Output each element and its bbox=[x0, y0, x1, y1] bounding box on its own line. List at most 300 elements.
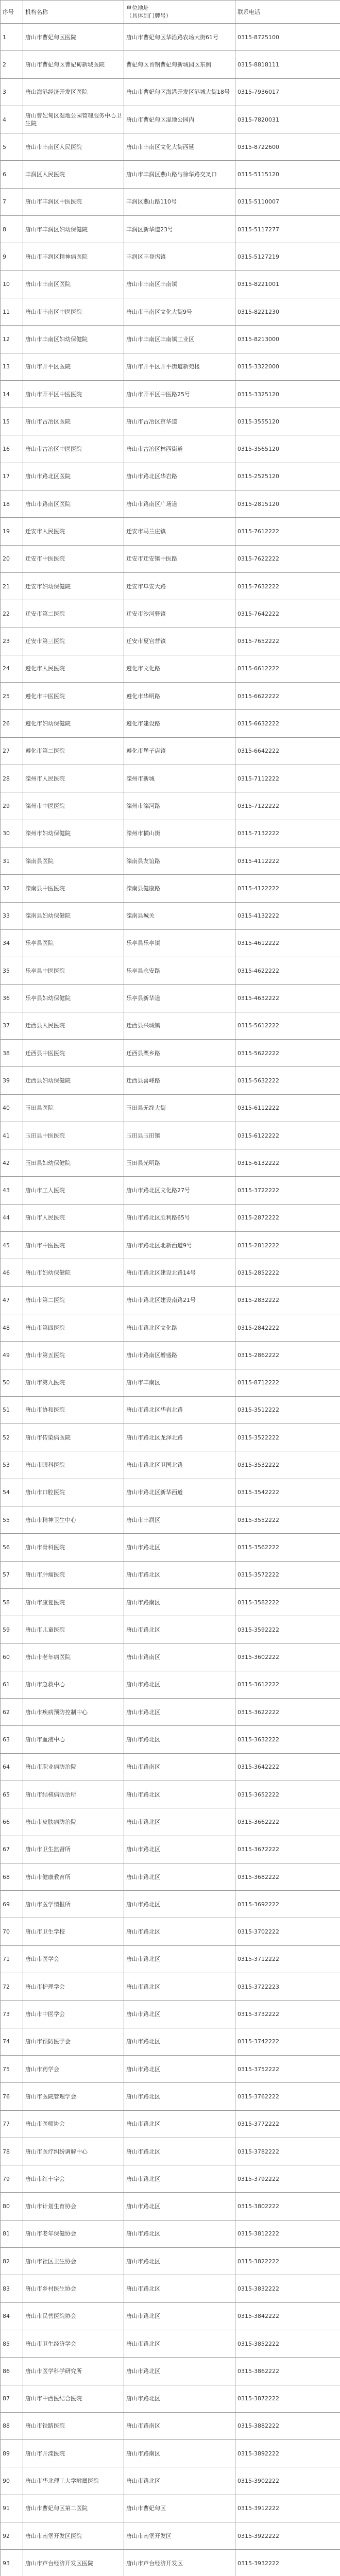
row-index: 23 bbox=[1, 628, 23, 655]
row-name: 唐山市健康教育所 bbox=[23, 1863, 124, 1890]
row-phone: 0315-3842222 bbox=[235, 2302, 340, 2330]
row-index: 11 bbox=[1, 298, 23, 325]
row-phone: 0315-8221230 bbox=[235, 298, 340, 325]
row-name: 唐山市骨科医院 bbox=[23, 1534, 124, 1561]
row-name: 唐山市协和医院 bbox=[23, 1396, 124, 1423]
row-index: 33 bbox=[1, 902, 23, 929]
row-name: 唐山市芦台经济开发区医院 bbox=[23, 2550, 124, 2576]
row-name: 唐山市传染病医院 bbox=[23, 1424, 124, 1451]
row-phone: 0315-3522222 bbox=[235, 1424, 340, 1451]
table-row bbox=[1, 353, 340, 380]
row-name: 唐山市丰润区妇幼保健院 bbox=[23, 216, 124, 243]
row-address: 滦南县友谊路 bbox=[124, 847, 235, 874]
row-name: 唐山市南堡开发区医院 bbox=[23, 2522, 124, 2550]
table-row bbox=[1, 737, 340, 765]
table-row bbox=[1, 655, 340, 682]
row-address: 唐山市路北区 bbox=[124, 2385, 235, 2412]
table-row bbox=[1, 1177, 340, 1204]
row-index: 53 bbox=[1, 1451, 23, 1479]
row-phone: 0315-6622222 bbox=[235, 683, 340, 710]
row-address: 曹妃甸区首钢曹妃甸新城园区东侧 bbox=[124, 51, 235, 78]
row-phone: 0315-3802222 bbox=[235, 2193, 340, 2220]
table-row bbox=[1, 1204, 340, 1231]
row-name: 唐山市结核病防治所 bbox=[23, 1781, 124, 1808]
table-row bbox=[1, 51, 340, 78]
row-name: 玉田县医院 bbox=[23, 1094, 124, 1122]
row-name: 遵化市中医医院 bbox=[23, 683, 124, 710]
table-row bbox=[1, 1561, 340, 1588]
table-row bbox=[1, 1726, 340, 1753]
row-phone: 0315-4112222 bbox=[235, 847, 340, 874]
row-phone: 0315-3862222 bbox=[235, 2358, 340, 2385]
row-address: 滦州市新城 bbox=[124, 765, 235, 792]
row-address: 迁安市阜安大路 bbox=[124, 572, 235, 600]
row-index: 48 bbox=[1, 1314, 23, 1341]
table-row bbox=[1, 545, 340, 572]
row-address: 唐山市路北区 bbox=[124, 2083, 235, 2110]
table-row bbox=[1, 2275, 340, 2302]
row-phone: 0315-3632222 bbox=[235, 1726, 340, 1753]
row-name: 唐山市肿瘤医院 bbox=[23, 1561, 124, 1588]
row-address: 唐山市路北区卫国北路 bbox=[124, 1451, 235, 1479]
row-address: 遵化市文化路 bbox=[124, 655, 235, 682]
header-phone: 联系电话 bbox=[235, 1, 340, 24]
table-row bbox=[1, 133, 340, 161]
row-name: 唐山市乡村医生协会 bbox=[23, 2275, 124, 2302]
row-address: 唐山市路北区 bbox=[124, 1836, 235, 1863]
row-index: 5 bbox=[1, 133, 23, 161]
table-row bbox=[1, 1149, 340, 1177]
row-phone: 0315-3712222 bbox=[235, 1945, 340, 1973]
table-row bbox=[1, 1808, 340, 1836]
row-index: 6 bbox=[1, 161, 23, 188]
row-index: 10 bbox=[1, 270, 23, 298]
row-phone: 0315-2832222 bbox=[235, 1286, 340, 1314]
row-name: 迁西县中医医院 bbox=[23, 1039, 124, 1066]
row-phone: 0315-3912222 bbox=[235, 2495, 340, 2522]
row-address: 唐山市曹妃甸区湿地公园内 bbox=[124, 106, 235, 133]
table-row bbox=[1, 1781, 340, 1808]
table-row bbox=[1, 270, 340, 298]
row-phone: 0315-2842222 bbox=[235, 1314, 340, 1341]
row-address: 唐山市路北区 bbox=[124, 1973, 235, 2001]
row-address: 唐山市路南区 bbox=[124, 1643, 235, 1671]
row-address: 滦州市滦河路 bbox=[124, 792, 235, 820]
row-address: 唐山市路南区 bbox=[124, 2440, 235, 2467]
row-address: 玉田县光明路 bbox=[124, 1149, 235, 1177]
row-name: 唐山市康复医院 bbox=[23, 1588, 124, 1616]
row-phone: 0315-6612222 bbox=[235, 655, 340, 682]
table-body bbox=[1, 24, 340, 2576]
row-phone: 0315-7652222 bbox=[235, 628, 340, 655]
row-phone: 0315-3832222 bbox=[235, 2275, 340, 2302]
table-row bbox=[1, 2522, 340, 2550]
row-index: 72 bbox=[1, 1973, 23, 2001]
row-index: 57 bbox=[1, 1561, 23, 1588]
table-row bbox=[1, 435, 340, 463]
table-row bbox=[1, 875, 340, 902]
row-index: 45 bbox=[1, 1232, 23, 1259]
row-name: 乐亭县中医医院 bbox=[23, 957, 124, 985]
row-phone: 0315-3552222 bbox=[235, 1506, 340, 1534]
row-address: 唐山市路北区 bbox=[124, 1726, 235, 1753]
table-row bbox=[1, 2220, 340, 2247]
row-index: 20 bbox=[1, 545, 23, 572]
table-row bbox=[1, 2001, 340, 2028]
row-index: 58 bbox=[1, 1588, 23, 1616]
row-index: 15 bbox=[1, 408, 23, 435]
row-index: 71 bbox=[1, 1945, 23, 1973]
row-index: 34 bbox=[1, 929, 23, 957]
row-phone: 0315-8213000 bbox=[235, 326, 340, 353]
row-address: 滦南县城关 bbox=[124, 902, 235, 929]
table-row bbox=[1, 463, 340, 490]
row-index: 14 bbox=[1, 380, 23, 408]
row-address: 唐山市路北区 bbox=[124, 2028, 235, 2055]
row-phone: 0315-6112222 bbox=[235, 1094, 340, 1122]
row-address: 唐山市路北区 bbox=[124, 1808, 235, 1836]
table-row bbox=[1, 2412, 340, 2439]
row-phone: 0315-4612222 bbox=[235, 929, 340, 957]
row-address: 遵化市堡子店镇 bbox=[124, 737, 235, 765]
row-address: 唐山市丰南区丰南镇工业区 bbox=[124, 326, 235, 353]
table-row bbox=[1, 1424, 340, 1451]
row-name: 唐山市医学会 bbox=[23, 1945, 124, 1973]
row-index: 88 bbox=[1, 2412, 23, 2439]
row-phone: 0315-3772222 bbox=[235, 2110, 340, 2138]
row-phone: 0315-3662222 bbox=[235, 1808, 340, 1836]
table-row bbox=[1, 1699, 340, 1726]
row-index: 32 bbox=[1, 875, 23, 902]
row-name: 唐山市疾病预防控制中心 bbox=[23, 1699, 124, 1726]
row-index: 56 bbox=[1, 1534, 23, 1561]
table-row bbox=[1, 1122, 340, 1149]
row-phone: 0315-7642222 bbox=[235, 600, 340, 628]
table-row bbox=[1, 985, 340, 1012]
row-name: 唐山市曹妃甸区医院 bbox=[23, 24, 124, 51]
row-index: 35 bbox=[1, 957, 23, 985]
row-name: 唐山市丰南区妇幼保健院 bbox=[23, 326, 124, 353]
table-row bbox=[1, 24, 340, 51]
row-index: 89 bbox=[1, 2440, 23, 2467]
row-phone: 0315-8722600 bbox=[235, 133, 340, 161]
row-name: 滦州市中医医院 bbox=[23, 792, 124, 820]
row-phone: 0315-7132222 bbox=[235, 820, 340, 847]
row-phone: 0315-3572222 bbox=[235, 1561, 340, 1588]
row-name: 唐山市华北理工大学附属医院 bbox=[23, 2467, 124, 2495]
row-index: 21 bbox=[1, 572, 23, 600]
row-index: 28 bbox=[1, 765, 23, 792]
table-row bbox=[1, 765, 340, 792]
row-name: 迁安市人民医院 bbox=[23, 518, 124, 545]
row-index: 82 bbox=[1, 2248, 23, 2275]
table-row bbox=[1, 2302, 340, 2330]
row-index: 4 bbox=[1, 106, 23, 133]
row-phone: 0315-3582222 bbox=[235, 1588, 340, 1616]
row-address: 唐山市路北区 bbox=[124, 1781, 235, 1808]
row-name: 唐山市社区卫生协会 bbox=[23, 2248, 124, 2275]
row-address: 唐山市路北区胜利路65号 bbox=[124, 1204, 235, 1231]
row-name: 迁安市妇幼保健院 bbox=[23, 572, 124, 600]
row-name: 迁安市第二医院 bbox=[23, 600, 124, 628]
row-index: 92 bbox=[1, 2522, 23, 2550]
row-address: 迁安市沙河驿镇 bbox=[124, 600, 235, 628]
table-row bbox=[1, 518, 340, 545]
table-row bbox=[1, 490, 340, 518]
row-name: 唐山市计划生育协会 bbox=[23, 2193, 124, 2220]
table-row bbox=[1, 2165, 340, 2193]
row-name: 乐亭县妇幼保健院 bbox=[23, 985, 124, 1012]
row-phone: 0315-3532222 bbox=[235, 1451, 340, 1479]
row-phone: 0315-5127219 bbox=[235, 243, 340, 270]
row-name: 唐山市预防医学会 bbox=[23, 2028, 124, 2055]
row-index: 61 bbox=[1, 1671, 23, 1698]
row-index: 52 bbox=[1, 1424, 23, 1451]
row-phone: 0315-3792222 bbox=[235, 2165, 340, 2193]
row-name: 滦州市人民医院 bbox=[23, 765, 124, 792]
row-address: 唐山市路北区 bbox=[124, 2358, 235, 2385]
row-name: 唐山市口腔医院 bbox=[23, 1479, 124, 1506]
row-address: 唐山市路北区龙泽北路 bbox=[124, 1424, 235, 1451]
row-address: 遵化市建设路 bbox=[124, 710, 235, 737]
row-address: 唐山市路南区广场道 bbox=[124, 490, 235, 518]
row-name: 唐山市中西医结合医院 bbox=[23, 2385, 124, 2412]
table-row bbox=[1, 1863, 340, 1890]
row-address: 滦州市横山街 bbox=[124, 820, 235, 847]
row-phone: 0315-3752222 bbox=[235, 2055, 340, 2082]
row-index: 43 bbox=[1, 1177, 23, 1204]
row-address: 遵化市华明路 bbox=[124, 683, 235, 710]
row-address: 唐山市路北区 bbox=[124, 1671, 235, 1698]
table-row bbox=[1, 188, 340, 215]
row-phone: 0315-2525120 bbox=[235, 463, 340, 490]
table-row bbox=[1, 1891, 340, 1918]
row-name: 滦南县中医医院 bbox=[23, 875, 124, 902]
row-name: 唐山市卫生监督所 bbox=[23, 1836, 124, 1863]
row-phone: 0315-3882222 bbox=[235, 2412, 340, 2439]
row-name: 遵化市人民医院 bbox=[23, 655, 124, 682]
row-name: 玉田县妇幼保健院 bbox=[23, 1149, 124, 1177]
row-address: 唐山市曹妃甸区海港开发区港城大街18号 bbox=[124, 78, 235, 106]
row-phone: 0315-2815120 bbox=[235, 490, 340, 518]
row-phone: 0315-3892222 bbox=[235, 2440, 340, 2467]
header-name: 机构名称 bbox=[23, 1, 124, 24]
table-row bbox=[1, 243, 340, 270]
row-phone: 0315-3642222 bbox=[235, 1753, 340, 1781]
row-phone: 0315-3565120 bbox=[235, 435, 340, 463]
header-index: 序号 bbox=[1, 1, 23, 24]
row-index: 65 bbox=[1, 1781, 23, 1808]
row-name: 唐山市妇幼保健院 bbox=[23, 1259, 124, 1286]
row-address: 唐山市丰南区 bbox=[124, 1369, 235, 1396]
table-row bbox=[1, 1342, 340, 1369]
row-address: 唐山市路北区 bbox=[124, 2302, 235, 2330]
row-address: 迁安市迁安镇中医路 bbox=[124, 545, 235, 572]
row-index: 12 bbox=[1, 326, 23, 353]
row-name: 唐山市医疗纠纷调解中心 bbox=[23, 2138, 124, 2165]
row-index: 70 bbox=[1, 1918, 23, 1945]
row-address: 唐山市古冶区京华道 bbox=[124, 408, 235, 435]
table-row bbox=[1, 683, 340, 710]
row-name: 唐山市丰南区医院 bbox=[23, 270, 124, 298]
row-phone: 0315-5622222 bbox=[235, 1039, 340, 1066]
row-address: 唐山市路北区新华西道 bbox=[124, 1479, 235, 1506]
row-name: 唐山市儿童医院 bbox=[23, 1616, 124, 1643]
header-address: 单位地址 （具体到门牌号） bbox=[124, 1, 235, 24]
row-index: 79 bbox=[1, 2165, 23, 2193]
row-address: 滦南县健康路 bbox=[124, 875, 235, 902]
row-phone: 0315-3562222 bbox=[235, 1534, 340, 1561]
table-row bbox=[1, 1588, 340, 1616]
table-row bbox=[1, 1643, 340, 1671]
row-address: 唐山市路北区华岩北路 bbox=[124, 1396, 235, 1423]
row-address: 唐山市路北区 bbox=[124, 2001, 235, 2028]
row-index: 36 bbox=[1, 985, 23, 1012]
row-address: 唐山市路南区 bbox=[124, 1588, 235, 1616]
row-address: 唐山市路南区增盛路 bbox=[124, 1342, 235, 1369]
row-phone: 0315-7112222 bbox=[235, 765, 340, 792]
table-row bbox=[1, 1534, 340, 1561]
table-row bbox=[1, 1369, 340, 1396]
row-name: 唐山市护理学会 bbox=[23, 1973, 124, 2001]
table-row bbox=[1, 1314, 340, 1341]
row-address: 唐山市路北区 bbox=[124, 1863, 235, 1890]
row-index: 51 bbox=[1, 1396, 23, 1423]
row-phone: 0315-6642222 bbox=[235, 737, 340, 765]
row-name: 唐山市急救中心 bbox=[23, 1671, 124, 1698]
row-index: 85 bbox=[1, 2330, 23, 2357]
table-row bbox=[1, 628, 340, 655]
row-phone: 0315-3322000 bbox=[235, 353, 340, 380]
row-name: 唐山市丰南区人民医院 bbox=[23, 133, 124, 161]
table-row bbox=[1, 408, 340, 435]
table-row bbox=[1, 572, 340, 600]
table-row bbox=[1, 2550, 340, 2576]
row-index: 90 bbox=[1, 2467, 23, 2495]
row-phone: 0315-4122222 bbox=[235, 875, 340, 902]
row-name: 唐山市第五医院 bbox=[23, 1342, 124, 1369]
row-index: 19 bbox=[1, 518, 23, 545]
row-address: 唐山市路北区 bbox=[124, 2248, 235, 2275]
row-name: 唐山市药学会 bbox=[23, 2055, 124, 2082]
row-index: 75 bbox=[1, 2055, 23, 2082]
row-phone: 0315-3732222 bbox=[235, 2001, 340, 2028]
row-name: 唐山市古冶区医院 bbox=[23, 408, 124, 435]
row-index: 73 bbox=[1, 2001, 23, 2028]
row-index: 80 bbox=[1, 2193, 23, 2220]
row-phone: 0315-3722223 bbox=[235, 1973, 340, 2001]
table-row bbox=[1, 1671, 340, 1698]
row-index: 25 bbox=[1, 683, 23, 710]
row-index: 9 bbox=[1, 243, 23, 270]
table-row bbox=[1, 2083, 340, 2110]
row-index: 16 bbox=[1, 435, 23, 463]
row-name: 唐山市血液中心 bbox=[23, 1726, 124, 1753]
table-row bbox=[1, 847, 340, 874]
table-row bbox=[1, 1616, 340, 1643]
row-name: 遵化市第二医院 bbox=[23, 737, 124, 765]
row-address: 唐山市路南区 bbox=[124, 1753, 235, 1781]
row-index: 55 bbox=[1, 1506, 23, 1534]
row-address: 丰润区丰登坞镇 bbox=[124, 243, 235, 270]
row-index: 38 bbox=[1, 1039, 23, 1066]
row-phone: 0315-4632222 bbox=[235, 985, 340, 1012]
row-name: 唐山市第二医院 bbox=[23, 1286, 124, 1314]
row-address: 唐山市古冶区林西街道 bbox=[124, 435, 235, 463]
row-address: 唐山市曹妃甸区 bbox=[124, 2495, 235, 2522]
row-phone: 0315-7632222 bbox=[235, 572, 340, 600]
table-row bbox=[1, 957, 340, 985]
row-index: 78 bbox=[1, 2138, 23, 2165]
row-name: 滦南县妇幼保健院 bbox=[23, 902, 124, 929]
table-row bbox=[1, 2440, 340, 2467]
row-address: 唐山市路北区 bbox=[124, 1891, 235, 1918]
table-row bbox=[1, 298, 340, 325]
row-phone: 0315-3692222 bbox=[235, 1891, 340, 1918]
row-phone: 0315-3722222 bbox=[235, 1177, 340, 1204]
row-name: 唐山市丰南区中医医院 bbox=[23, 298, 124, 325]
row-name: 迁西县人民医院 bbox=[23, 1012, 124, 1039]
row-name: 玉田县中医医院 bbox=[23, 1122, 124, 1149]
row-index: 74 bbox=[1, 2028, 23, 2055]
row-name: 唐山曹妃甸区湿地公园管理服务中心卫生院 bbox=[23, 106, 124, 133]
row-name: 唐山市曹妃甸区第二医院 bbox=[23, 2495, 124, 2522]
table-row bbox=[1, 2055, 340, 2082]
row-name: 唐山市老年保健协会 bbox=[23, 2220, 124, 2247]
row-phone: 0315-3555120 bbox=[235, 408, 340, 435]
row-address: 迁西县栗乡路 bbox=[124, 1039, 235, 1066]
row-name: 唐山市眼科医院 bbox=[23, 1451, 124, 1479]
row-index: 47 bbox=[1, 1286, 23, 1314]
row-address: 迁安市夏官营镇 bbox=[124, 628, 235, 655]
row-phone: 0315-3702222 bbox=[235, 1918, 340, 1945]
table-row bbox=[1, 1973, 340, 2001]
row-name: 乐亭县医院 bbox=[23, 929, 124, 957]
table-row bbox=[1, 161, 340, 188]
row-phone: 0315-3762222 bbox=[235, 2083, 340, 2110]
row-index: 46 bbox=[1, 1259, 23, 1286]
row-address: 唐山市路北区 bbox=[124, 1561, 235, 1588]
table-row bbox=[1, 2110, 340, 2138]
row-phone: 0315-8712222 bbox=[235, 1369, 340, 1396]
table-row bbox=[1, 1836, 340, 1863]
row-address: 唐山市路北区北新西道9号 bbox=[124, 1232, 235, 1259]
row-address: 唐山市路北区 bbox=[124, 1534, 235, 1561]
row-address: 迁安市马兰庄镇 bbox=[124, 518, 235, 545]
table-row bbox=[1, 600, 340, 628]
row-address: 唐山市开平区开平街道新苑楼 bbox=[124, 353, 235, 380]
row-index: 83 bbox=[1, 2275, 23, 2302]
row-name: 唐山市第九医院 bbox=[23, 1369, 124, 1396]
row-index: 63 bbox=[1, 1726, 23, 1753]
table-row bbox=[1, 1232, 340, 1259]
table-row bbox=[1, 2467, 340, 2495]
row-name: 迁安市中医医院 bbox=[23, 545, 124, 572]
row-phone: 0315-3782222 bbox=[235, 2138, 340, 2165]
row-phone: 0315-3542222 bbox=[235, 1479, 340, 1506]
table-row bbox=[1, 1479, 340, 1506]
row-phone: 0315-8221001 bbox=[235, 270, 340, 298]
row-index: 66 bbox=[1, 1808, 23, 1836]
row-address: 唐山市路北区建设南路21号 bbox=[124, 1286, 235, 1314]
row-index: 2 bbox=[1, 51, 23, 78]
row-address: 唐山市丰南区丰南镇 bbox=[124, 270, 235, 298]
row-name: 唐山市路北区医院 bbox=[23, 463, 124, 490]
row-index: 7 bbox=[1, 188, 23, 215]
row-phone: 0315-3325120 bbox=[235, 380, 340, 408]
row-phone: 0315-3922222 bbox=[235, 2522, 340, 2550]
row-phone: 0315-3852222 bbox=[235, 2330, 340, 2357]
